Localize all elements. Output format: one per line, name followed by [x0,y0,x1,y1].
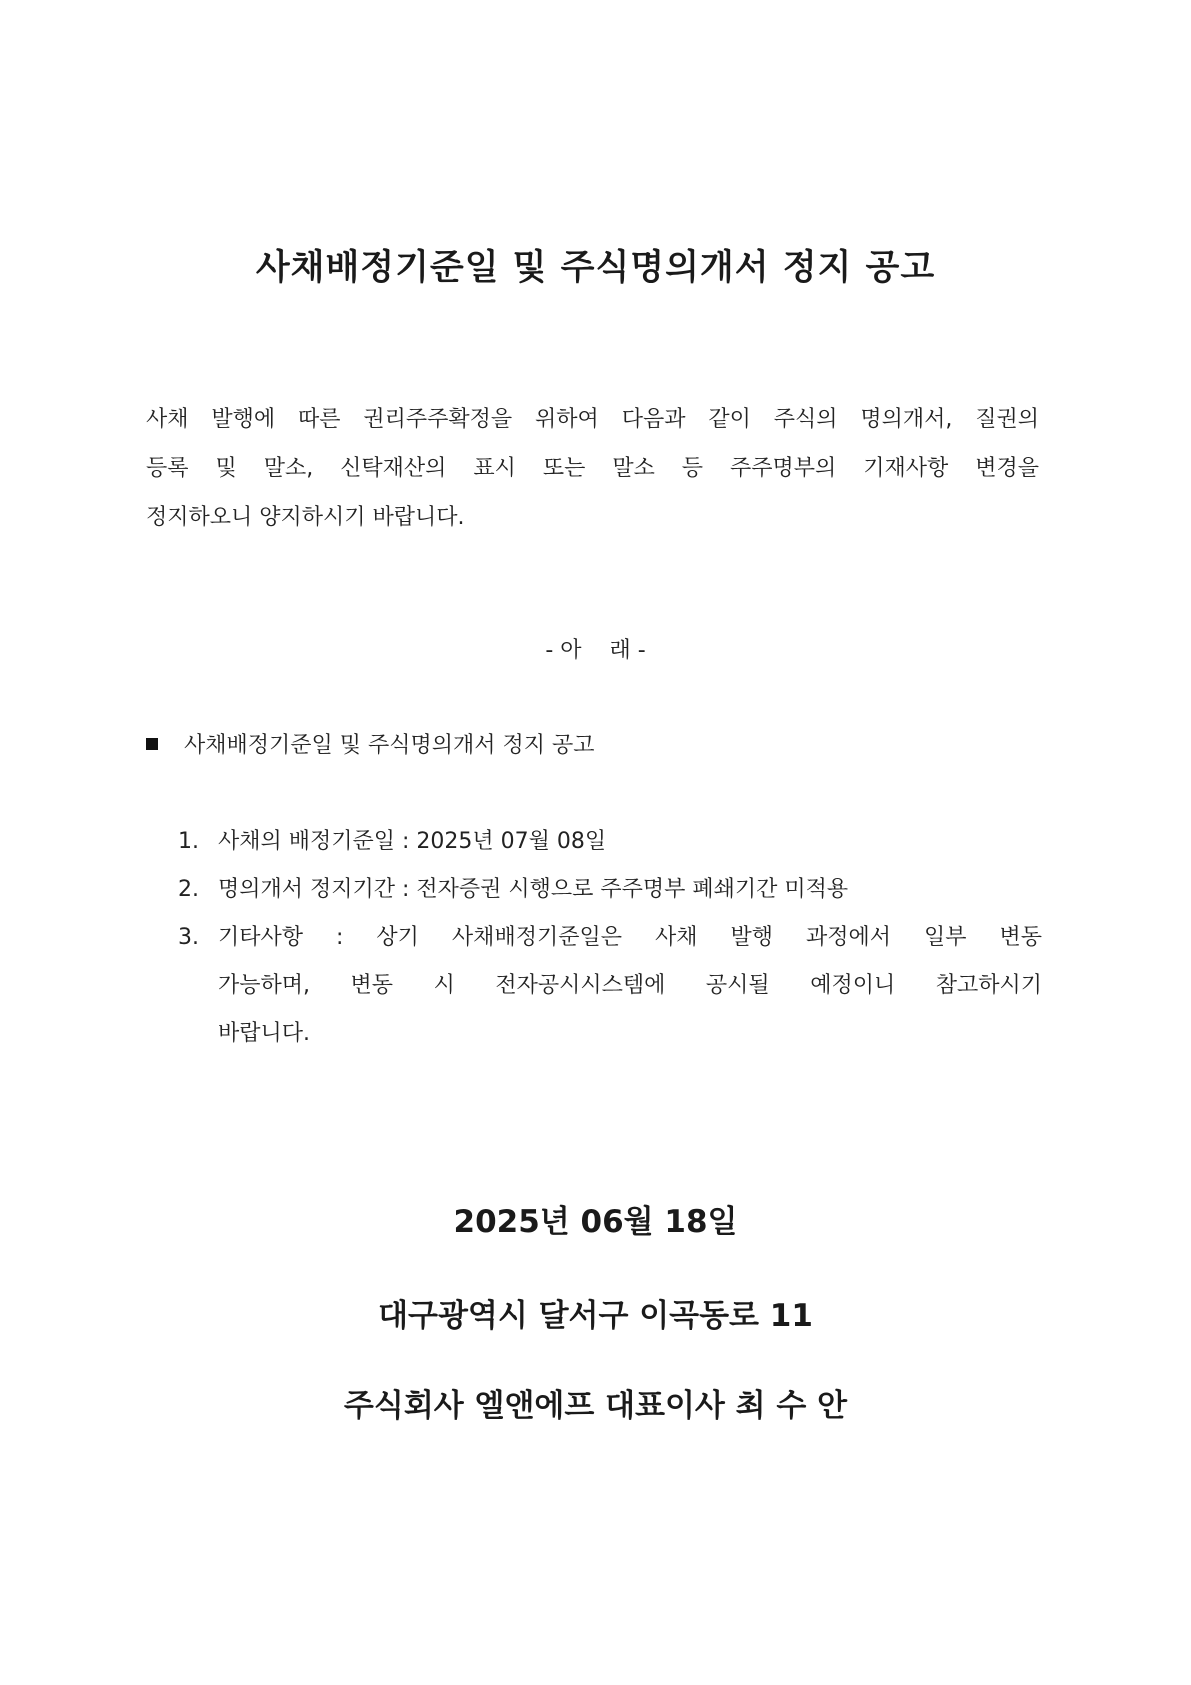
list-item-number: 3. [178,925,199,950]
list-item-text-line-3: 바랍니다. [218,1021,311,1046]
list-item-text-line-1: 기타사항 : 상기 사채배정기준일은 사채 발행 과정에서 일부 변동 [218,925,1042,950]
bullet-heading [146,728,595,759]
list-item [178,866,1042,914]
list-item [178,914,1042,1058]
list-item-number: 1. [178,829,199,854]
company-signature: 주식회사 엘앤에프 대표이사 최 수 안 [343,1388,848,1424]
list-item [178,818,1042,866]
announcement-date: 2025년 06월 18일 [453,1204,738,1240]
company-address: 대구광역시 달서구 이곡동로 11 [378,1298,813,1334]
section-subheading: - 아 래 - [545,638,646,663]
intro-line-3: 정지하오니 양지하시기 바랍니다. [146,505,465,530]
intro-line-1: 사채 발행에 따른 권리주주확정을 위하여 다음과 같이 주식의 명의개서, 질권의 [146,407,1039,432]
list-item-text-line-2: 가능하며, 변동 시 전자공시시스템에 공시될 예정이니 참고하시기 [218,973,1042,998]
list-item-text: 명의개서 정지기간 : 전자증권 시행으로 주주명부 폐쇄기간 미적용 [218,877,849,902]
numbered-list [178,818,1042,1058]
list-item-number: 2. [178,877,199,902]
list-item-text: 사채의 배정기준일 : 2025년 07월 08일 [218,829,607,854]
page-title: 사채배정기준일 및 주식명의개서 정지 공고 [255,248,936,288]
intro-line-2: 등록 및 말소, 신탁재산의 표시 또는 말소 등 주주명부의 기재사항 변경을 [146,456,1039,481]
bullet-heading-label: 사채배정기준일 및 주식명의개서 정지 공고 [184,733,595,758]
bullet-square-icon [146,738,158,750]
intro-paragraph [146,395,1039,542]
